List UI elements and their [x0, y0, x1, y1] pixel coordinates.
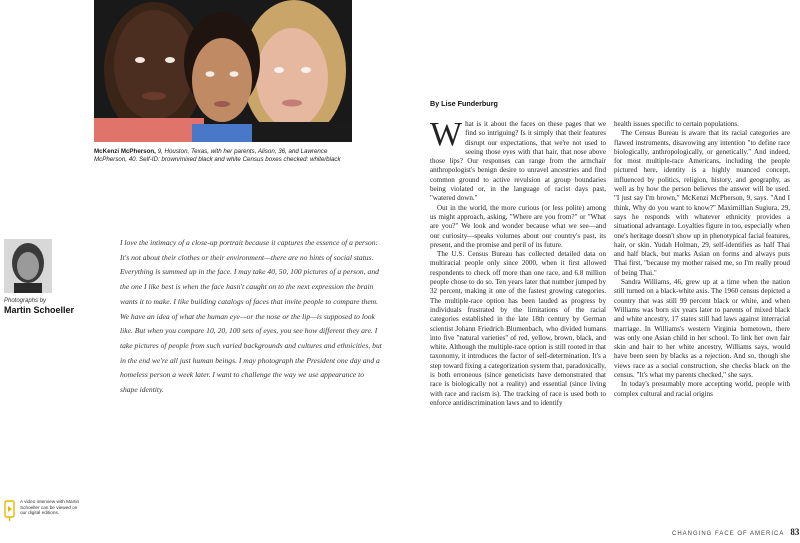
- paragraph: The U.S. Census Bureau has collected detailed data on multiracial people only since 2000, when it first allowed respondents to check off more than one race, and 6.8 million people chose to do so. Ten years later that number jumped by 32 percent, making it one of the fastest growing categories. The multiple-race option has been lauded as progress by individuals frustrated by the limitations of the racial categories established in the late 18th century by German scientist Johann Friedrich Blumenbach, who divided humans into five "natural varieties" of red, yellow, brown, black, and white. Although the multiple-race option is still rooted in that taxonomy, it introduces the factor of self-determination. It's a step toward fixing a categorization system that, paradoxically, is both erroneous (since geneticists have demonstrated that race is biologically not a reality) and essential (since living with race and racism is). The tracking of race is used both to enforce antidiscrimination laws and to identify: [430, 250, 606, 407]
- paragraph: The Census Bureau is aware that its racial categories are flawed instruments, disavowing any intention "to define race biologically, anthropologically, or genetically." And indeed, for most multiple-race Americans, including the people pictured here, identity is a highly nuanced concept, influenced by politics, religion, history, and geography, as well as by how the person believes the answer will be used. "I just say I'm brown," McKenzi McPherson, 9, says. "And I think, Why do you want to know?" Maximillian Sugiura, 29, says he responds with whatever ethnicity provides a situational advantage. Loyalties figure in too, especially when one's heritage doesn't show up in phenotypical facial features, hair, or skin. Yudah Holman, 29, self-identifies as half Thai and half black, but marks Asian on forms and always puts Thai first, "because my mother raised me, so I'm really proud of being Thai.": [614, 129, 790, 277]
- tablet-video-icon[interactable]: [4, 500, 15, 522]
- family-portrait-photo: [94, 0, 352, 142]
- paragraph: Sandra Williams, 46, grew up at a time when the nation still turned on a black-white axis. The 1960 census depicted a country that was still 99 percent black or white, and when Williams was born six years later to parents of mixed black and white ancestry, 17 states still had laws against interracial marriage. In Williams's western Virginia hometown, there was only one Asian child in her school. To link her own fair skin and hair to her white ancestry, Williams says, would have been seen by blacks as a rejection. And so, though she views race as a social construction, she checks black on the census. "It's what my parents checked," she says.: [614, 278, 790, 380]
- photographer-portrait: [4, 239, 52, 293]
- family-portrait-illustration: [94, 0, 352, 142]
- article-byline: By Lise Funderburg: [430, 99, 498, 108]
- paragraph: health issues specific to certain populations.: [614, 120, 739, 128]
- article-column-1: [430, 116, 606, 408]
- caption-subject-name: McKenzi McPherson,: [94, 148, 156, 155]
- paragraph: In today's presumably more accepting world, people with complex cultural and racial origins: [614, 380, 790, 398]
- photographer-by-label: Photographs by: [4, 298, 47, 304]
- photographer-credit: [4, 298, 88, 315]
- video-interview-note: A video interview with Martin Schoeller can be viewed on our digital editions.: [20, 499, 80, 516]
- page-footer: [672, 527, 799, 537]
- caption-text: 9, Houston, Texas, with her parents, Alison, 36, and Lawrence McPherson, 40. Self-ID: brown/mixed black and white Census boxes checked: white/black: [94, 148, 341, 163]
- drop-cap: W: [430, 116, 463, 153]
- paragraph-text: hat is it about the faces on these pages that we find so intriguing? Is it simply that their features disrupt our expectations, that we're not used to seeing those eyes with that hair, that nose above those lips? Our responses can range from the armchair anthropologist's benign desire to unravel ancestries and find common ground to active revulsion at group boundaries being violated or, in the language of racist days past, "watered down.": [430, 120, 606, 203]
- article-column-2: [614, 120, 790, 399]
- page-number: 83: [790, 527, 800, 537]
- photo-caption: [94, 148, 352, 164]
- right-page: [400, 0, 800, 543]
- photographer-portrait-illustration: [4, 239, 52, 293]
- paragraph: [430, 116, 606, 204]
- footer-section-title: CHANGING FACE OF AMERICA: [672, 531, 785, 537]
- photographer-name: Martin Schoeller: [4, 305, 75, 315]
- photographer-quote: I love the intimacy of a close-up portrait because it captures the essence of a person: It's not about their clothes or their environment—there are no hints of social status. Everything is summed up in the face. I may take 40, 50, 100 pictures of a person, and the one I like best is when the face hasn't caught on to the next expression the brain wants it to make. I like building catalogs of faces that invite people to compare them. We have an idea of what the human eye—or the nose or the lip—is supposed to look like. But when you compare 10, 20, 100 sets of eyes, you see how different they are. I take pictures of people from such varied backgrounds and cultures and ethnicities, but in the end we're all just human beings. I may photograph the President one day and a homeless person a week later. I want to challenge the way we use appearance to shape identity.: [120, 238, 382, 395]
- paragraph: Out in the world, the more curious (or less polite) among us might approach, asking, "Where are you from?" or "What are you?" We look and wonder because what we see—and our curiosity—speaks volumes about our country's past, its present, and the promise and peril of its future.: [430, 203, 606, 249]
